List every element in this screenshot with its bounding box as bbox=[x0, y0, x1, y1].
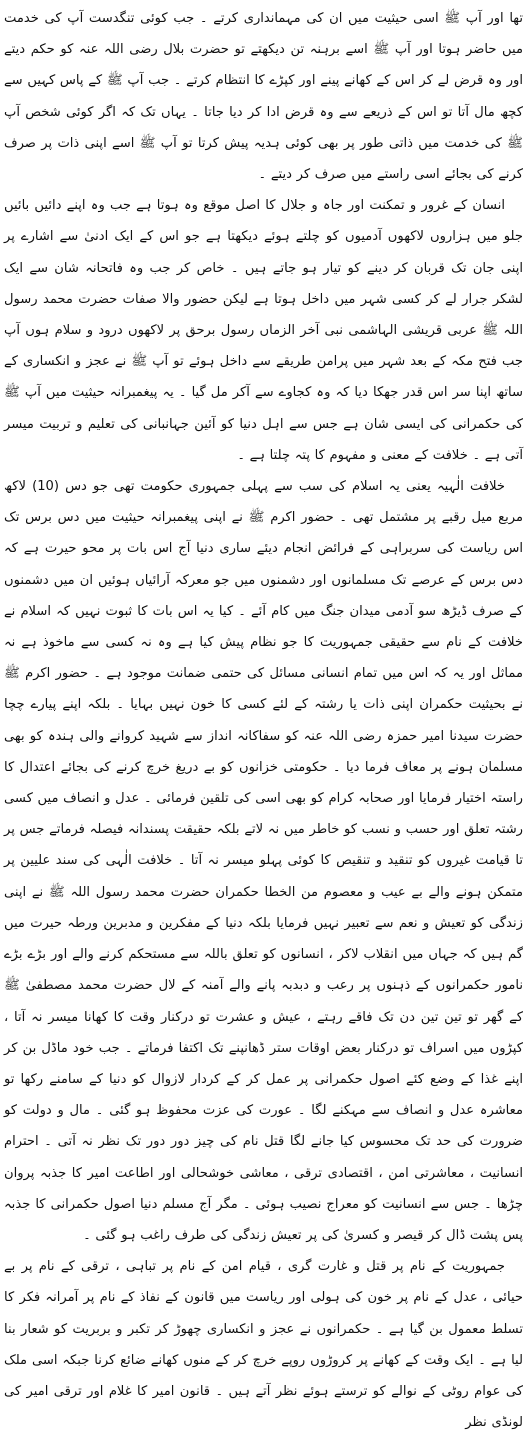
paragraph-caliphate: خلافت الٰہیہ یعنی یہ اسلام کی سب سے پہلی جمہوری حکومت تھی جو دس (10) لاکھ مربع میل رقبے پر مشتمل تھی ۔ حضور اکرم ﷺ نے اپنی پیغمبرانہ حیثیت میں دس برس تک اس ریاست کی سربراہی کے فرائض انجام دیئے ساری دنیا آج اس بات پر محو حیرت ہے کہ دس برس کے عرصے تک مسلمانوں اور دشمنوں میں جو معرکہ آرائیاں ہوئیں ان میں دشمنوں کے صرف ڈیڑھ سو آدمی میدان جنگ میں کام آئے ۔ کیا یہ اس بات کا ثبوت نہیں کہ اسلام نے خلافت کے نام سے حقیقی جمہوریت کا جو نظام پیش کیا ہے وہ نہ کسی سے ماخوذ ہے نہ مماثل اور یہ کہ اس میں تمام انسانی مسائل کی حتمی ضمانت موجود ہے ۔ حضور اکرم ﷺ نے بحیثیت حکمران اپنی ذات یا رشتہ کے لئے کسی کا خون نہیں بہایا ۔ بلکہ اپنے پیارے چچا حضرت سیدنا امیر حمزہ رضی اللہ عنہ کو سفاکانہ انداز سے شہید کروانے والی ہندہ کو بھی مسلمان ہونے پر معاف فرما دیا ۔ حکومتی خزانوں کو بے دریغ خرچ کرنے کی بجائے اعتدال کا راستہ اختیار فرمایا اور صحابہ کرام کو بھی اسی کی تلقین فرمائی ۔ عدل و انصاف میں کسی رشتہ تعلق اور حسب و نسب کو خاطر میں نہ لاتے بلکہ حقیقت پسندانہ فیصلہ فرماتے جس پر تا قیامت غیروں کو تنقید و تنقیص کا کوئی پہلو میسر نہ آتا ۔ خلافت الٰہی کی سند علیین پر متمکن ہونے والے بے عیب و معصوم من الخطا حکمران حضرت محمد رسول اللہ ﷺ نے اپنی زندگی کو تعیش و نعم سے تعبیر نہیں فرمایا بلکہ دنیا کے مفکرین و مدبرین ورطہ حیرت میں گم ہیں کہ جہاں میں انقلاب لاکر ، انسانوں کو تعلق باللہ سے مستحکم کرنے والے اور بڑے بڑے نامور حکمرانوں کے ذہنوں پر رعب و دبدبہ پانے والے آمنہ کے لال حضرت محمد مصطفیٰ ﷺ کے گھر تو تین تین دن تک فاقے رہتے ، عیش و عشرت تو درکنار وقت کا کھانا میسر نہ آتا ، کپڑوں میں اسراف تو درکنار بعض اوقات ستر ڈھانپنے تک اکتفا فرماتے ۔ جب خود ماڈل بن کر اپنے غذا کے وضع کئے اصول حکمرانی پر عمل کر کے کردار لازوال کو دنیا کے سامنے رکھا تو معاشرہ عدل و انصاف سے مہکنے لگا ۔ عورت کی عزت محفوظ ہو گئی ۔ مال و دولت کو ضرورت کی حد تک محسوس کیا جانے لگا قتل نام کی چیز دور دور تک نظر نہ آتی ۔ احترام انسانیت ، معاشرتی امن ، اقتصادی ترقی ، معاشی خوشحالی اور اطاعت امیر کا جذبہ پروان چڑھا ۔ جس سے انسانیت کو معراج نصیب ہوئی ۔ مگر آج مسلم دنیا اصول حکمرانی کا جذبہ پس پشت ڈال کر قیصر و کسریٰ کی پر تعیش زندگی کی طرف راغب ہو گئی ۔ bbox=[4, 479, 523, 1243]
paragraph-democracy: جمہوریت کے نام پر قتل و غارت گری ، قیام امن کے نام پر تباہی ، ترقی کے نام پر بے حیائی ، عدل کے نام پر خون کی ہولی اور ریاست میں قانون کے نفاذ کے نام پر آمرانہ فکر کا تسلط معمول بن گیا ہے ۔ حکمرانوں نے عجز و انکساری چھوڑ کر تکبر و بربریت کو شعار بنا لیا ہے ۔ ایک وقت کے کھانے پر کروڑوں روپے خرچ کر کے منوں کھانے ضائع کرنا جبکہ اسی ملک کی عوام روٹی کے نوالے کو ترستے ہوئے نظر آتے ہیں ۔ قانون امیر کا غلام اور ترقی امیر کی لونڈی نظر bbox=[4, 1259, 523, 1431]
paragraph-hospitality: تھا اور آپ ﷺ اسی حیثیت میں ان کی مہمانداری کرتے ۔ جب کوئی تنگدست آپ کی خدمت میں حاضر ہوتا اور آپ ﷺ اسے برہنہ تن دیکھتے تو حضرت بلال رضی اللہ عنہ کو حکم دیتے اور وہ قرض لے کر اس کے کھانے پینے اور کپڑے کا انتظام کرتے ۔ جب آپ ﷺ کے پاس کہیں سے کچھ مال آتا تو اس کے ذریعے سے وہ قرض ادا کر دیا جاتا ۔ یہاں تک کہ اگر کوئی شخص آپ ﷺ کی خدمت میں ذاتی طور پر بھی کوئی ہدیہ پیش کرتا تو آپ ﷺ اسے اپنی ذات پر صرف کرنے کی بجائے اسی راستے میں صرف کر دیتے ۔ bbox=[4, 11, 523, 183]
paragraph-humility: انسان کے غرور و تمکنت اور جاہ و جلال کا اصل موقع وہ ہوتا ہے جب وہ اپنے دائیں بائیں جلو میں ہزاروں لاکھوں آدمیوں کو چلتے ہوئے دیکھتا ہے جو اس کے ایک ادنیٰ سے اشارے پر اپنی جان تک قربان کر دینے کو تیار ہو جاتے ہیں ۔ خاص کر جب وہ فاتحانہ شان سے ایک لشکر جرار لے کر کسی شہر میں داخل ہوتا ہے لیکن حضور والا صفات حضرت محمد رسول اللہ ﷺ عربی قریشی الہاشمی نبی آخر الزماں رسول برحق پر لاکھوں درود و سلام ہوں آپ جب فتح مکہ کے بعد شہر میں پرامن طریقے سے داخل ہوئے تو آپ ﷺ نے عجز و انکساری کے ساتھ اپنا سر اس قدر جھکا دیا کہ وہ کجاوے سے آکر مل گیا ۔ یہ پیغمبرانہ حیثیت میں آپ ﷺ کی حکمرانی کی ایسی شان ہے جس سے اہل دنیا کو آئین جہانبانی کی تعلیم و تربیت میسر آتی ہے ۔ خلافت کے معنی و مفہوم کا پتہ چلتا ہے ۔ bbox=[4, 198, 523, 463]
